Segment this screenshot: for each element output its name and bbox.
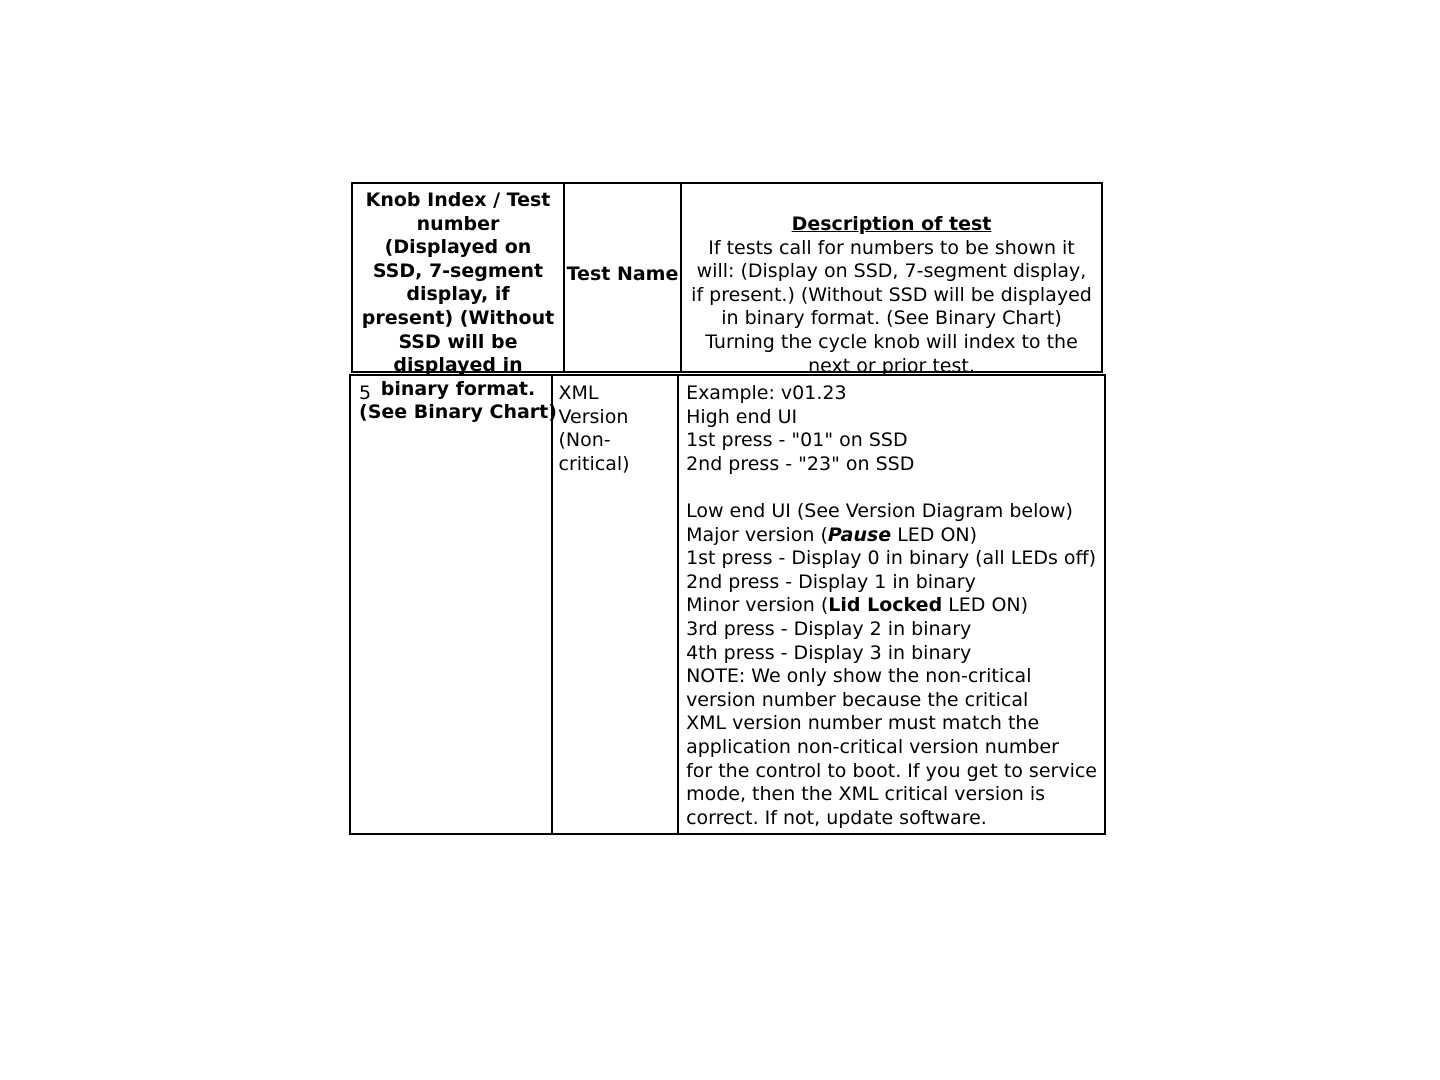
desc-line: High end UI (686, 405, 798, 428)
header-test-name: Test Name (565, 184, 682, 371)
cell-knob-index: 5 (351, 376, 553, 833)
desc-line-minor-version (686, 594, 1097, 618)
description-title: Description of test (791, 213, 992, 235)
table-row (349, 374, 1106, 835)
cell-description (679, 376, 1104, 833)
desc-line: 2nd press - Display 1 in binary (686, 570, 976, 593)
desc-line: 3rd press - Display 2 in binary (686, 617, 972, 640)
desc-line: 4th press - Display 3 in binary (686, 641, 972, 664)
cell-test-name: XML Version (Non-critical) (553, 376, 680, 833)
desc-line: Low end UI (See Version Diagram below) (686, 499, 1073, 522)
pause-label: Pause (827, 523, 892, 546)
header-description (682, 184, 1101, 377)
header-knob-index: Knob Index / Test number (Displayed on SSD, 7-segment display, if present) (Without SSD will be displayed in binary format. (See Binary Chart) (353, 184, 565, 371)
major-version-suffix: LED ON) (891, 523, 978, 546)
lid-locked-label: Lid Locked (828, 594, 943, 617)
desc-note-line: mode, then the XML critical version is (686, 783, 1046, 806)
desc-note-line: XML version number must match the (686, 712, 1040, 735)
desc-line: Example: v01.23 (686, 382, 847, 404)
desc-note-line: correct. If not, update software. (686, 806, 987, 829)
description-intro: If tests call for numbers to be shown it will: (Display on SSD, 7-segment display, if present.) (Without SSD will be displayed in binary format. (See Binary Chart) Turning the cycle knob will index to the next or prior test. (691, 236, 1092, 377)
desc-line-major-version (686, 524, 1097, 548)
desc-blank-line (686, 476, 1097, 500)
desc-note-line: for the control to boot. If you get to service (686, 759, 1097, 782)
minor-version-suffix: LED ON) (942, 594, 1029, 617)
minor-version-prefix: Minor version ( (686, 594, 829, 617)
desc-note-line: NOTE: We only show the non-critical (686, 665, 1032, 688)
desc-line: 1st press - Display 0 in binary (all LEDs off) (686, 547, 1097, 570)
major-version-prefix: Major version ( (686, 523, 828, 546)
desc-line: 2nd press - "23" on SSD (686, 452, 915, 475)
desc-note-line: version number because the critical (686, 688, 1029, 711)
desc-line: 1st press - "01" on SSD (686, 429, 908, 452)
desc-note-line: application non-critical version number (686, 735, 1059, 758)
